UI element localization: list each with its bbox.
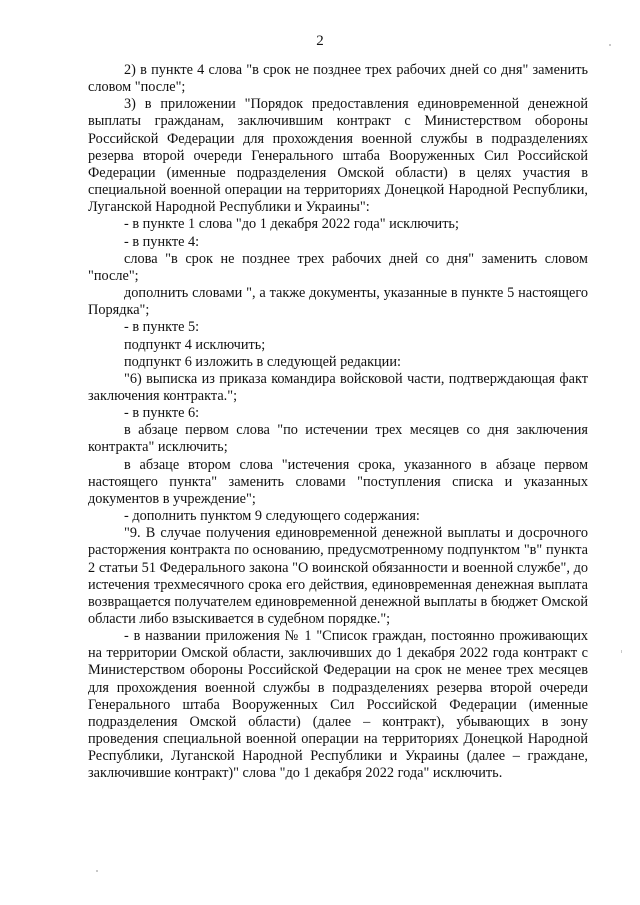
document-body <box>88 62 588 783</box>
paragraph-subpoint-6: подпункт 6 изложить в следующей редакции: <box>124 353 401 370</box>
scan-dot <box>621 650 622 653</box>
page-number: 2 <box>316 33 324 49</box>
paragraph-point-6: - в пункте 6: <box>124 405 200 422</box>
paragraph-point-5: - в пункте 5: <box>124 319 200 336</box>
paragraph-subpoint-6-text: "6) выписка из приказа командира войсковой части, подтверждающая факт заключения контракта."; <box>88 370 588 404</box>
paragraph-item-2: 2) в пункте 4 слова "в срок не позднее трех рабочих дней со дня" заменить словом "после"; <box>88 62 588 96</box>
paragraph-point-4-words: слова "в срок не позднее трех рабочих дней со дня" заменить словом "после"; <box>88 250 588 284</box>
paragraph-point-4: - в пункте 4: <box>124 233 200 250</box>
paragraph-point-1: - в пункте 1 слова "до 1 декабря 2022 года" исключить; <box>124 216 459 233</box>
paragraph-point-6-second: в абзаце втором слова "истечения срока, указанного в абзаце первом настоящего пункта" заменить словами "поступления списка и указанных документов в учреждение"; <box>88 456 588 507</box>
paragraph-point-9-text: "9. В случае получения единовременной денежной выплаты и досрочного расторжения контракта по основанию, предусмотренному подпунктом "в" пункта 2 статьи 51 Федерального закона "О воинской обязанности и военной службе", до истечения трехмесячного срока его действия, единовременная денежная выплата возвращается получателем единовременной денежной выплаты в бюджет Омской области либо взыскивается в судебном порядке."; <box>88 525 588 627</box>
paragraph-point-4-add: дополнить словами ", а также документы, указанные в пункте 5 настоящего Порядка"; <box>88 285 588 319</box>
paragraph-point-6-first: в абзаце первом слова "по истечении трех месяцев со дня заключения контракта" исключить; <box>88 422 588 456</box>
scan-dot <box>96 870 98 872</box>
paragraph-point-9-add: - дополнить пунктом 9 следующего содержания: <box>124 508 420 525</box>
paragraph-appendix-1: - в названии приложения № 1 "Список граждан, постоянно проживающих на территории Омской области, заключивших до 1 декабря 2022 года контракт с Министерством обороны Российской Федерации на срок не менее трех месяцев для прохождения военной службы в подразделениях резерва второй очереди Генерального штаба Вооруженных Сил Российской Федерации (именные подразделения Омской области) (далее – контракт), убывающих в зону проведения специальной военной операции на территориях Донецкой Народной Республики, Луганской Народной Республики и Украины (далее – граждане, заключившие контракт)" слова "до 1 декабря 2022 года" исключить. <box>88 628 588 782</box>
paragraph-item-3: 3) в приложении "Порядок предоставления единовременной денежной выплаты гражданам, заключившим контракт с Министерством обороны Российской Федерации для прохождения военной службы в подразделениях резерва второй очереди Генерального штаба Вооруженных Сил Российской Федерации (именные подразделения Омской области) в целях участия в специальной военной операции на территориях Донецкой Народной Республики, Луганской Народной Республики и Украины": <box>88 96 588 216</box>
paragraph-subpoint-4: подпункт 4 исключить; <box>124 336 266 353</box>
scan-dot <box>609 44 611 46</box>
